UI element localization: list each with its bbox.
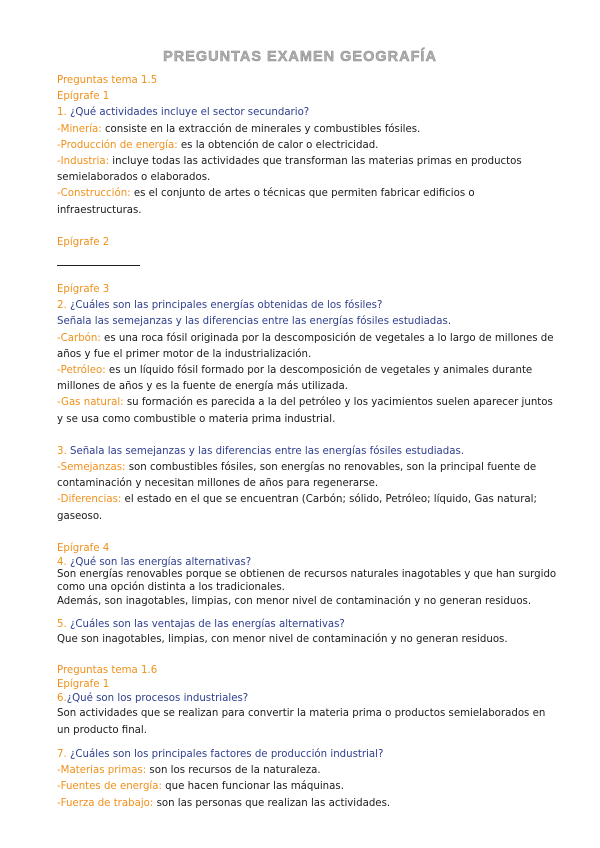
epigraph-heading: Epígrafe 1 (57, 679, 110, 691)
question-1: 1. ¿Qué actividades incluye el sector secundario? (57, 107, 310, 119)
answer-item: -Materias primas: son los recursos de la naturaleza. (57, 765, 321, 777)
answer-item: -Minería: consiste en la extracción de minerales y combustibles fósiles. (57, 123, 421, 135)
epigraph-heading: Epígrafe 1 (57, 91, 110, 103)
page-title: PREGUNTAS EXAMEN GEOGRAFÍA (163, 49, 437, 65)
answer-item: -Gas natural: su formación es parecida a la del petróleo y los yacimientos suelen aparecer juntos y se usa como combustible o materia prima industrial. (57, 397, 553, 425)
epigraph-heading: Epígrafe 3 (57, 284, 110, 296)
answer-text: Que son inagotables, limpias, con menor nivel de contaminación y no generan residuos. (57, 634, 508, 646)
blank-line-divider (57, 251, 140, 266)
answer-text: Además, son inagotables, limpias, con menor nivel de contaminación y no generan residuos. (57, 596, 532, 608)
section-header: Preguntas tema 1.5 (57, 75, 158, 86)
question-5: 5. ¿Cuáles son las ventajas de las energías alternativas? (57, 619, 345, 631)
document-body (57, 73, 557, 812)
question-2: 2. ¿Cuáles son las principales energías obtenidas de los fósiles? (57, 300, 383, 312)
answer-item: -Diferencias: el estado en el que se encuentran (Carbón; sólido, Petróleo; líquido, Gas natural; gaseoso. (57, 494, 537, 522)
answer-item: -Carbón: es una roca fósil originada por la descomposición de vegetales a lo largo de millones de años y fue el primer motor de la industrialización. (57, 332, 554, 360)
question-6: 6.¿Qué son los procesos industriales? (57, 693, 249, 705)
epigraph-heading: Epígrafe 4 (57, 542, 110, 554)
answer-text: Son actividades que se realizan para convertir la materia prima o productos semielaborados en un producto final. (57, 708, 546, 736)
epigraph-heading: Epígrafe 2 (57, 236, 110, 248)
answer-item: -Producción de energía: es la obtención de calor o electricidad. (57, 139, 379, 151)
answer-item: -Construcción: es el conjunto de artes o técnicas que permiten fabricar edificios o infraestructuras. (57, 188, 475, 216)
section-header: Preguntas tema 1.6 (57, 665, 158, 677)
question-4: 4. ¿Qué son las energías alternativas? (57, 557, 252, 569)
answer-item: -Industria: incluye todas las actividades que transforman las materias primas en productos semielaborados o elaborados. (57, 156, 522, 184)
question-2-sub: Señala las semejanzas y las diferencias entre las energías fósiles estudiadas. (57, 316, 452, 328)
answer-item: -Semejanzas: son combustibles fósiles, son energías no renovables, son la principal fuente de contaminación y necesitan millones de años para regenerarse. (57, 462, 537, 490)
answer-item: -Fuentes de energía: que hacen funcionar las máquinas. (57, 781, 344, 793)
question-3: 3. Señala las semejanzas y las diferencias entre las energías fósiles estudiadas. (57, 445, 465, 457)
question-7: 7. ¿Cuáles son los principales factores de producción industrial? (57, 748, 384, 760)
answer-text: Son energías renovables porque se obtienen de recursos naturales inagotables y que han surgido como una opción distinta a los tradicionales. (57, 569, 557, 593)
answer-item: -Petróleo: es un líquido fósil formado por la descomposición de vegetales y animales durante millones de años y es la fuente de energía más utilizada. (57, 365, 533, 393)
answer-item: -Fuerza de trabajo: son las personas que realizan las actividades. (57, 797, 391, 809)
